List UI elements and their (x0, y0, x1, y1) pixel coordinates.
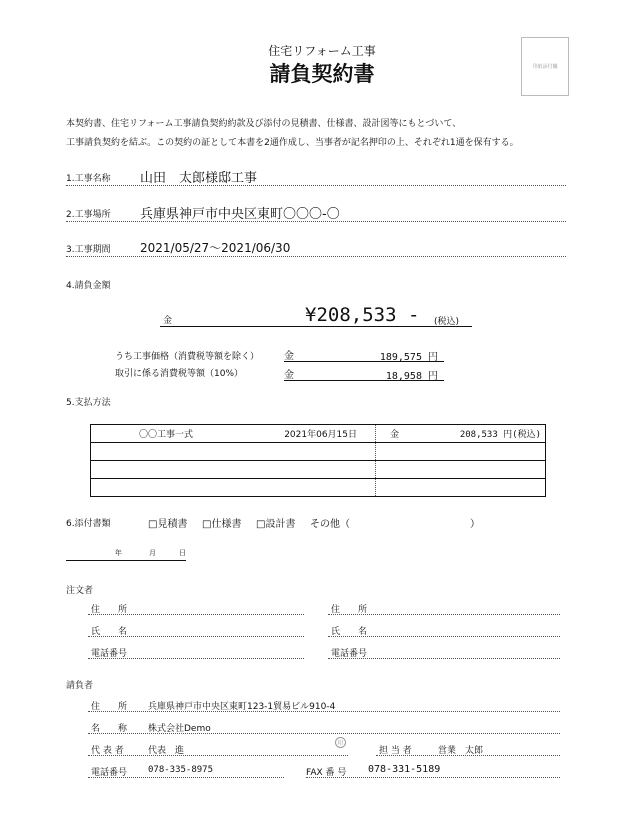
contractor-address-label: 住 所 (91, 702, 128, 712)
contract-date-line[interactable] (66, 548, 186, 561)
total-amount-value[interactable]: ¥208,533 - (305, 304, 420, 326)
subtotal-kin: 金 (284, 351, 294, 362)
contractor-company[interactable]: 株式会社Demo (148, 724, 211, 734)
contractor-phone-label: 電話番号 (91, 768, 128, 778)
work-site-value[interactable]: 兵庫県神戸市中央区東町〇〇〇-〇 (140, 207, 340, 222)
orderer-phone-2[interactable] (328, 646, 560, 659)
attachments-label: 6.添付書類 (66, 519, 111, 529)
attachment-other-close: ） (470, 519, 480, 530)
work-period-row (66, 238, 566, 257)
total-kin: 金 (163, 316, 173, 326)
payment-amount: 208,533 円(税込) (459, 430, 541, 440)
payment-item-cell[interactable] (91, 479, 376, 497)
document-title: 請負契約書 (269, 62, 375, 86)
payment-amount-cell[interactable] (376, 425, 546, 443)
payment-label: 5.支払方法 (66, 398, 111, 408)
work-period-value[interactable]: 2021/05/27～2021/06/30 (140, 241, 291, 255)
contractor-company-row (88, 721, 560, 734)
work-period-label: 3.工事期間 (66, 245, 111, 255)
payment-item-cell[interactable] (91, 443, 376, 461)
subtotal-label: うち工事価格（消費税等額を除く） (115, 352, 260, 362)
contractor-staff-label: 担 当 者 (379, 746, 412, 756)
contractor-rep[interactable]: 代表 進 (148, 746, 185, 756)
orderer-name-label-2: 氏 名 (331, 627, 368, 637)
stamp-box-label: 印紙添付欄 (532, 64, 558, 70)
table-row (91, 479, 546, 497)
payment-item-cell[interactable] (91, 461, 376, 479)
orderer-address-2[interactable] (328, 602, 560, 615)
subtotal-value[interactable]: 189,575 円 (379, 352, 438, 363)
payment-kin: 金 (390, 430, 400, 440)
work-name-value[interactable]: 山田 太郎様邸工事 (140, 171, 258, 186)
orderer-phone-label-2: 電話番号 (331, 649, 368, 659)
table-row (91, 461, 546, 479)
orderer-address-1[interactable] (88, 602, 304, 615)
tax-label: 取引に係る消費税等額（10%） (115, 369, 244, 379)
contractor-fax-row (306, 764, 560, 778)
intro-line-1: 本契約書、住宅リフォーム工事請負契約約款及び添付の見積書、仕様書、設計図等にもとづいて、 (66, 119, 462, 129)
contractor-staff[interactable]: 営業 太郎 (438, 746, 484, 756)
table-row (91, 425, 546, 443)
contractor-phone[interactable]: 078-335-8975 (148, 765, 214, 775)
orderer-phone-label-1: 電話番号 (91, 649, 128, 659)
payment-amount-cell[interactable] (376, 443, 546, 461)
payment-item: 〇〇工事一式 (139, 430, 194, 440)
contractor-staff-row (376, 743, 560, 756)
contractor-rep-label: 代 表 者 (91, 746, 124, 756)
orderer-phone-1[interactable] (88, 646, 304, 659)
total-tax-incl: (税込) (434, 317, 460, 327)
orderer-name-2[interactable] (328, 624, 560, 637)
seal-mark: 印 (335, 737, 346, 748)
payment-amount-cell[interactable] (376, 461, 546, 479)
attachment-spec[interactable]: □仕様書 (202, 519, 242, 530)
contractor-fax[interactable]: 078-331-5189 (368, 764, 441, 775)
work-site-row (66, 202, 566, 222)
work-site-label: 2.工事場所 (66, 210, 111, 220)
amount-label: 4.請負金額 (66, 281, 111, 291)
contractor-phone-row (88, 764, 284, 778)
orderer-address-label-2: 住 所 (331, 605, 368, 615)
orderer-name-1[interactable] (88, 624, 304, 637)
revenue-stamp-box (521, 37, 569, 96)
contractor-rep-row (88, 743, 348, 756)
payment-date: 2021年06月15日 (284, 430, 357, 440)
tax-value[interactable]: 18,958 円 (385, 371, 438, 382)
contractor-company-label: 名 称 (91, 724, 128, 734)
date-year: 年 (115, 549, 122, 557)
work-name-label: 1.工事名称 (66, 174, 111, 184)
payment-amount-cell[interactable] (376, 479, 546, 497)
date-day: 日 (179, 549, 186, 557)
payment-table (90, 424, 546, 497)
intro-line-2: 工事請負契約を結ぶ。この契約の証として本書を2通作成し、当事者が記名押印の上、それぞれ1通を保有する。 (66, 138, 519, 148)
total-amount-row (160, 304, 472, 327)
work-name-row (66, 166, 566, 186)
contractor-fax-label: FAX 番 号 (306, 768, 347, 778)
contractor-address[interactable]: 兵庫県神戸市中央区東町123-1貿易ビル910-4 (148, 702, 336, 712)
tax-row (284, 365, 444, 381)
orderer-name-label-1: 氏 名 (91, 627, 128, 637)
document-subtitle: 住宅リフォーム工事 (268, 44, 376, 58)
table-row (91, 443, 546, 461)
date-month: 月 (149, 549, 156, 557)
payment-item-cell[interactable] (91, 425, 376, 443)
attachment-design[interactable]: □設計書 (256, 519, 296, 530)
contractor-address-row (88, 699, 560, 712)
orderer-address-label-1: 住 所 (91, 605, 128, 615)
orderer-heading: 注文者 (66, 586, 94, 596)
attachment-other[interactable]: その他（ (310, 519, 350, 530)
subtotal-row (284, 346, 444, 362)
contractor-heading: 請負者 (66, 681, 94, 691)
attachment-estimate[interactable]: □見積書 (148, 519, 188, 530)
tax-kin: 金 (284, 370, 294, 381)
